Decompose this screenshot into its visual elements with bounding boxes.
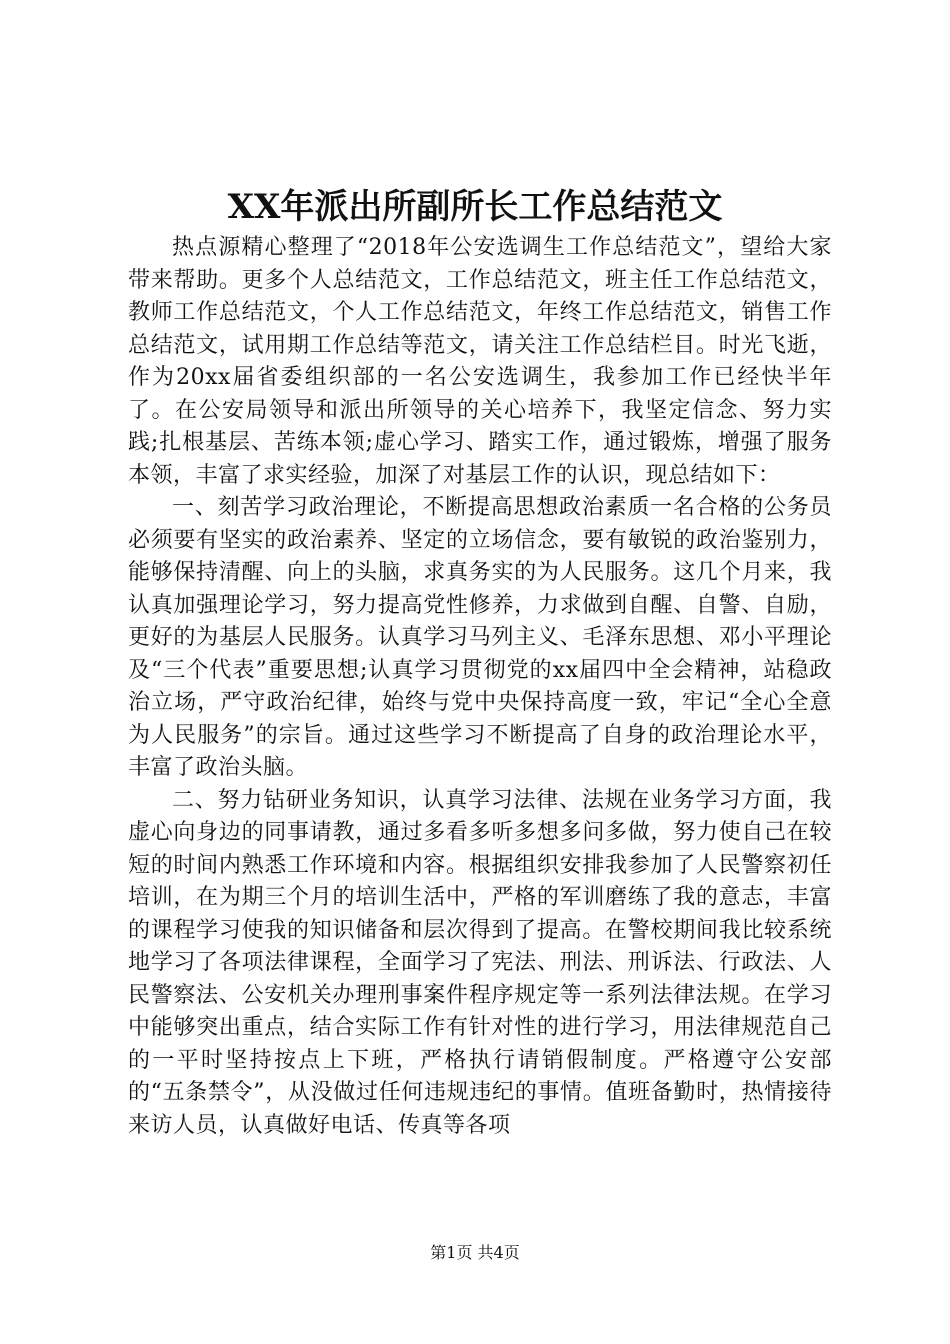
paragraph-section-two: 二、努力钻研业务知识，认真学习法律、法规在业务学习方面，我虚心向身边的同事请教，通过多看多听多想多问多做，努力使自己在较短的时间内熟悉工作环境和内容。根据组织安排我参加了人民警察初任培训，在为期三个月的培训生活中，严格的军训磨练了我的意志，丰富的课程学习使我的知识储备和层次得到了提高。在警校期间我比较系统地学习了各项法律课程，全面学习了宪法、刑法、刑诉法、行政法、人民警察法、公安机关办理刑事案件程序规定等一系列法律法规。在学习中能够突出重点，结合实际工作有针对性的进行学习，用法律规范自己的一平时坚持按点上下班，严格执行请销假制度。严格遵守公安部的“五条禁令”，从没做过任何违规违纪的事情。值班备勤时，热情接待来访人员，认真做好电话、传真等各项: [128, 787, 832, 1138]
paragraph-section-one: 一、刻苦学习政治理论，不断提高思想政治素质一名合格的公务员必须要有坚实的政治素养、坚定的立场信念，要有敏锐的政治鉴别力，能够保持清醒、向上的头脑，求真务实的为人民服务。这几个月来，我认真加强理论学习，努力提高党性修养，力求做到自醒、自警、自励，更好的为基层人民服务。认真学习马列主义、毛泽东思想、邓小平理论及“三个代表”重要思想;认真学习贯彻党的xx届四中全会精神，站稳政治立场，严守政治纪律，始终与党中央保持高度一致，牢记“全心全意为人民服务”的宗旨。通过这些学习不断提高了自身的政治理论水平，丰富了政治头脑。: [128, 495, 832, 780]
paragraph-intro: 热点源精心整理了“2018年公安选调生工作总结范文”，望给大家带来帮助。更多个人总结范文，工作总结范文，班主任工作总结范文，教师工作总结范文，个人工作总结范文，年终工作总结范文，销售工作总结范文，试用期工作总结等范文，请关注工作总结栏目。时光飞逝，作为20xx届省委组织部的一名公安选调生，我参加工作已经快半年了。在公安局领导和派出所领导的关心培养下，我坚定信念、努力实践;扎根基层、苦练本领;虚心学习、踏实工作，通过锻炼，增强了服务本领，丰富了求实经验，加深了对基层工作的认识，现总结如下：: [128, 235, 832, 488]
document-body: [128, 232, 832, 1142]
page-footer: [0, 1243, 950, 1263]
document-title: XX年派出所副所长工作总结范文: [227, 187, 723, 227]
page-indicator: 第1页 共4页: [430, 1243, 520, 1262]
